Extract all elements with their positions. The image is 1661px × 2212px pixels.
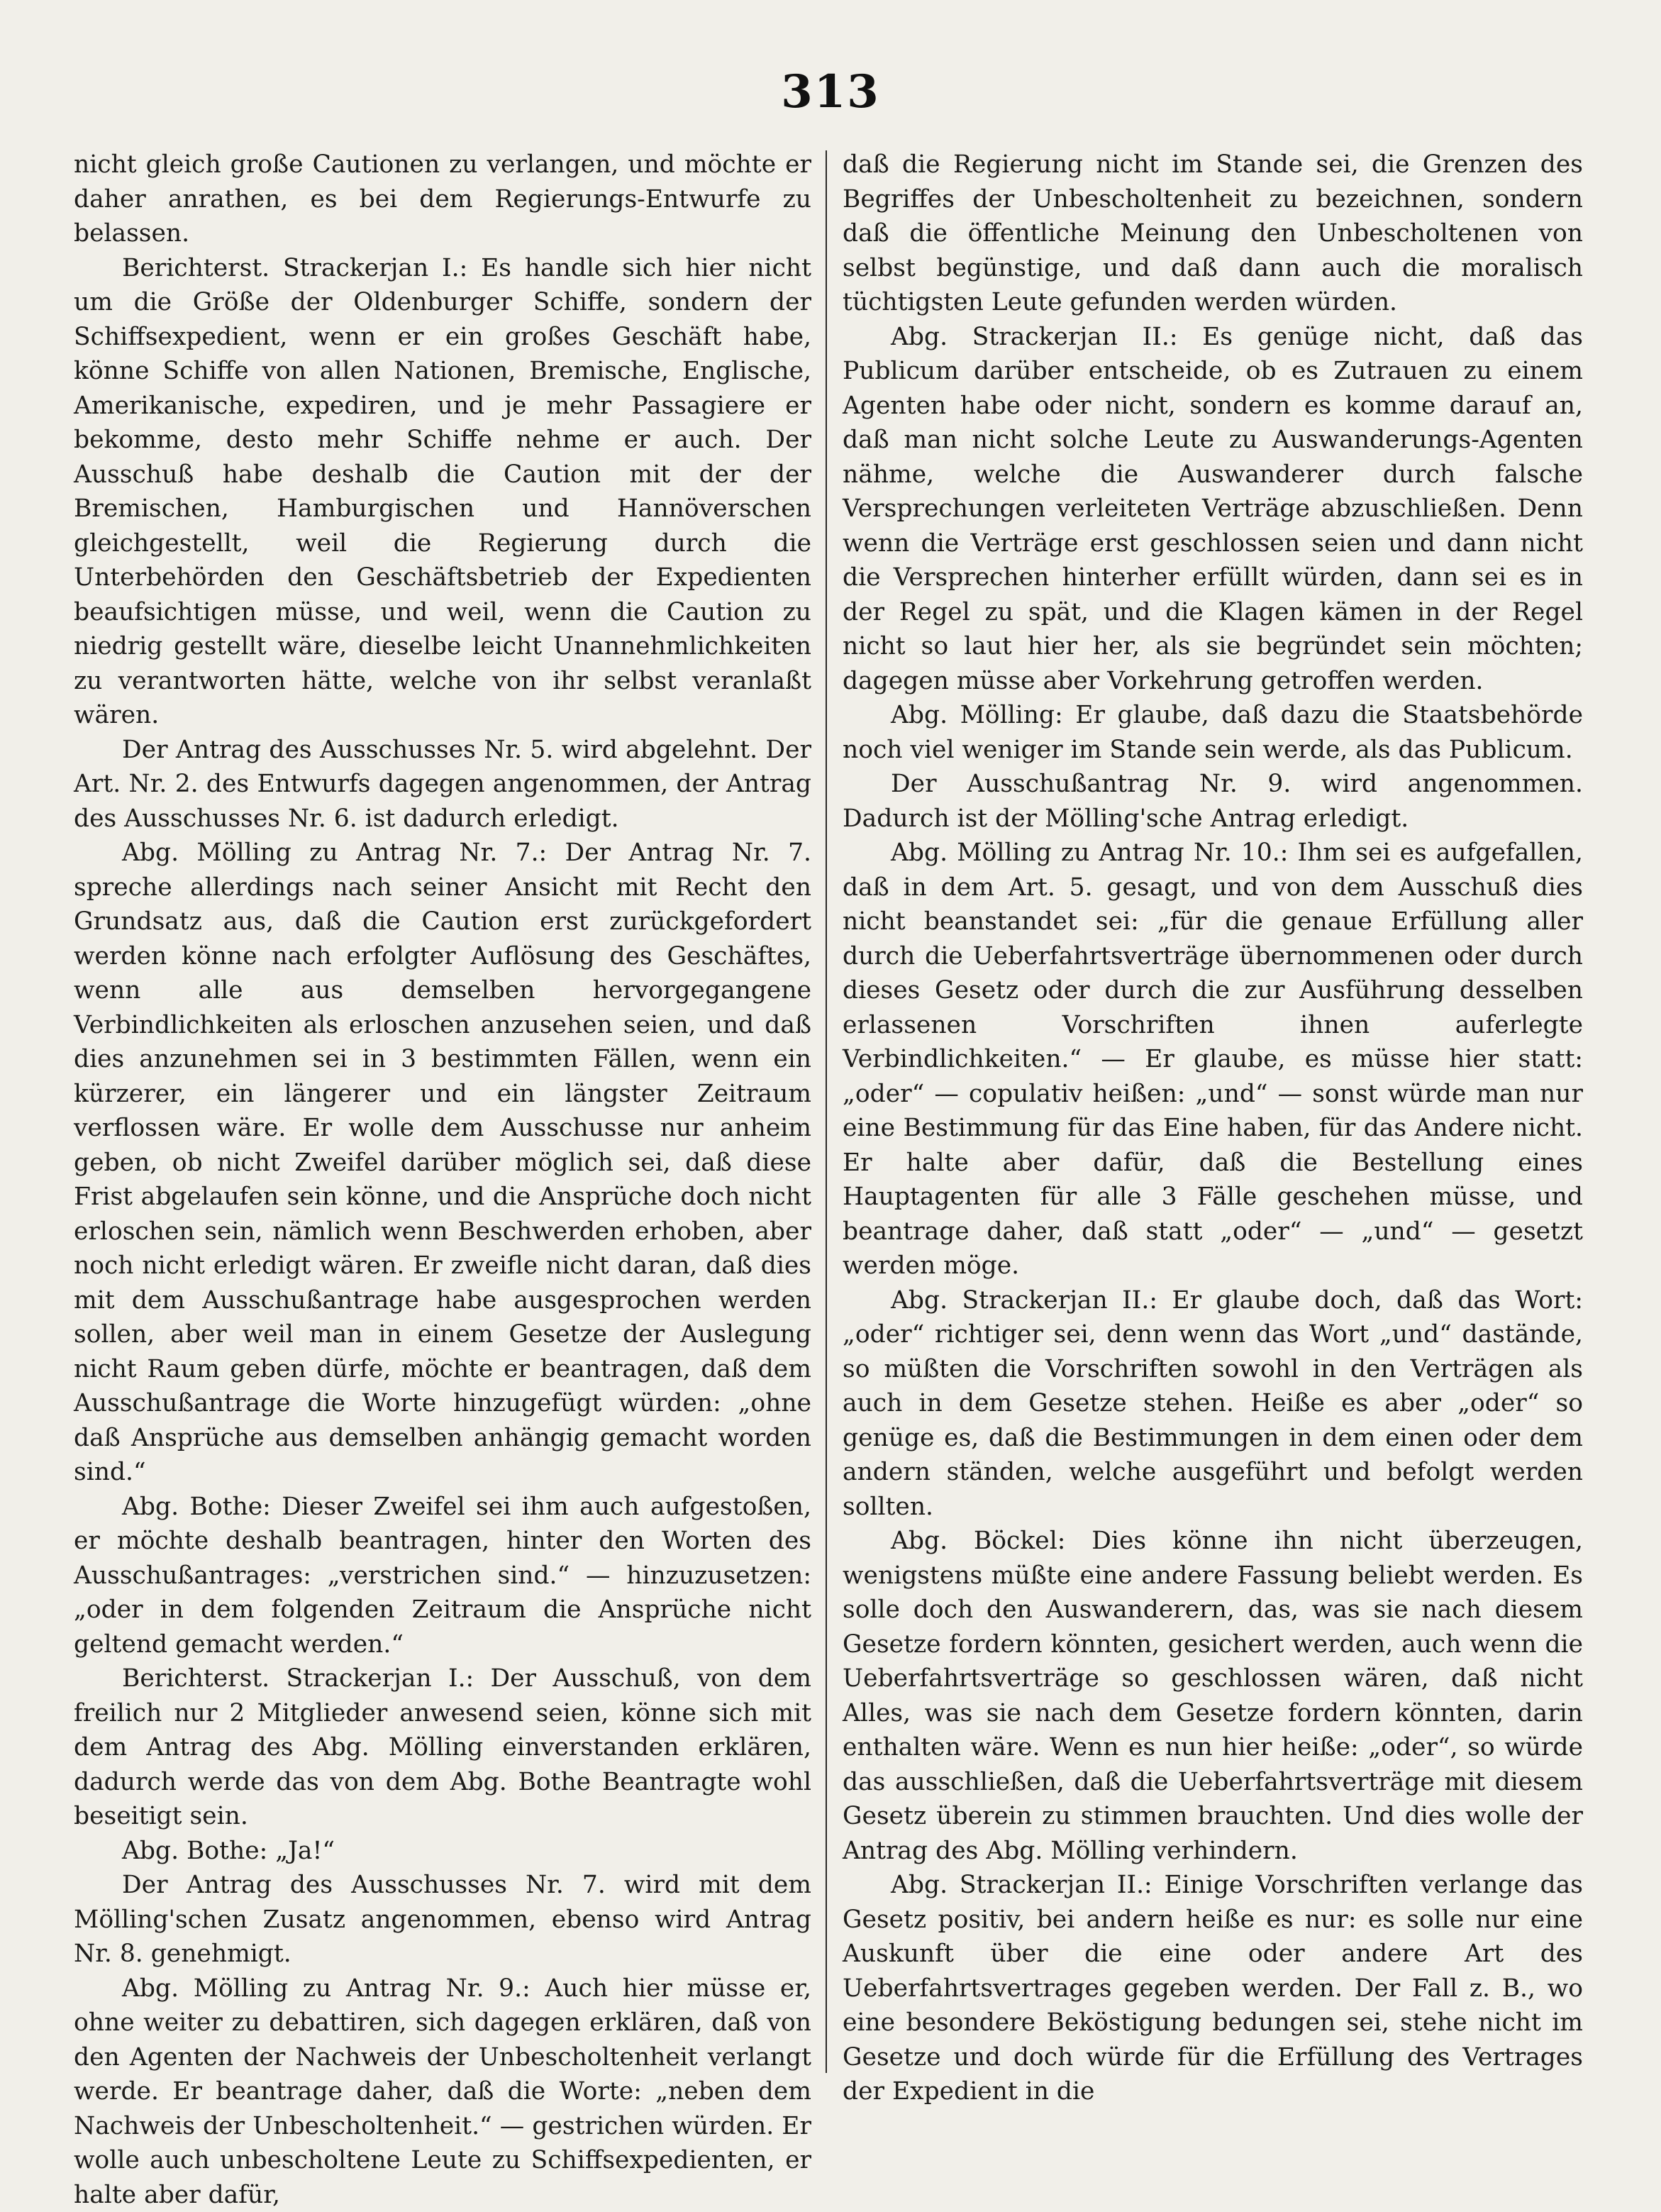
paragraph: Abg. Mölling zu Antrag Nr. 7.: Der Antrag Nr. 7. spreche allerdings nach seiner Ansicht mit Recht den Grundsatz aus, daß die Caution erst zurückgefordert werden könne nach erfolgter Auflösung des Geschäftes, wenn alle aus demselben hervorgegangene Verbindlichkeiten als erloschen anzusehen seien, und daß dies anzunehmen sei in 3 bestimmten Fällen, wenn ein kürzerer, ein längerer und ein längster Zeitraum verflossen wäre. Er wolle dem Ausschusse nur anheim geben, ob nicht Zweifel darüber möglich sei, daß diese Frist abgelaufen sein könne, und die Ansprüche doch nicht erloschen sein, nämlich wenn Beschwerden erhoben, aber noch nicht erledigt wären. Er zweifle nicht daran, daß dies mit dem Ausschußantrage habe ausgesprochen werden sollen, aber weil man in einem Gesetze der Auslegung nicht Raum geben dürfe, möchte er beantragen, daß dem Ausschußantrage die Worte hinzugefügt würden: „ohne daß Ansprüche aus demselben anhängig gemacht worden sind.“	[74, 836, 811, 1490]
paragraph: Der Ausschußantrag Nr. 9. wird angenommen. Dadurch ist der Mölling'sche Antrag erledigt.	[843, 767, 1583, 836]
paragraph: Abg. Mölling: Er glaube, daß dazu die Staatsbehörde noch viel weniger im Stande sein werde, als das Publicum.	[843, 698, 1583, 767]
paragraph: Abg. Mölling zu Antrag Nr. 9.: Auch hier müsse er, ohne weiter zu debattiren, sich dagegen erklären, daß von den Agenten der Nachweis der Unbescholtenheit verlangt werde. Er beantrage daher, daß die Worte: „neben dem Nachweis der Unbescholtenheit.“ — gestrichen würden. Er wolle auch unbescholtene Leute zu Schiffsexpedienten, er halte aber dafür,	[74, 1972, 811, 2212]
paragraph: Abg. Bothe: Dieser Zweifel sei ihm auch aufgestoßen, er möchte deshalb beantragen, hinter den Worten des Ausschußantrages: „verstrichen sind.“ — hinzuzusetzen: „oder in dem folgenden Zeitraum die Ansprüche nicht geltend gemacht werden.“	[74, 1490, 811, 1662]
paragraph: Abg. Strackerjan II.: Es genüge nicht, daß das Publicum darüber entscheide, ob es Zutrauen zu einem Agenten habe oder nicht, sondern es komme darauf an, daß man nicht solche Leute zu Auswanderungs-Agenten nähme, welche die Auswanderer durch falsche Versprechungen verleiteten Verträge abzuschließen. Denn wenn die Verträge erst geschlossen seien und dann nicht die Versprechen hinterher erfüllt würden, dann sei es in der Regel zu spät, und die Klagen kämen in der Regel nicht so laut hier her, als sie begründet sein möchten; dagegen müsse aber Vorkehrung getroffen werden.	[843, 320, 1583, 699]
paragraph: Abg. Mölling zu Antrag Nr. 10.: Ihm sei es aufgefallen, daß in dem Art. 5. gesagt, und von dem Ausschuß dies nicht beanstandet sei: „für die genaue Erfüllung aller durch die Ueberfahrtsverträge übernommenen oder durch dieses Gesetz oder durch die zur Ausführung desselben erlassenen Vorschriften ihnen auferlegte Verbindlichkeiten.“ — Er glaube, es müsse hier statt: „oder“ — copulativ heißen: „und“ — sonst würde man nur eine Bestimmung für das Eine haben, für das Andere nicht. Er halte aber dafür, daß die Bestellung eines Hauptagenten für alle 3 Fälle geschehen müsse, und beantrage daher, daß statt „oder“ — „und“ — gesetzt werden möge.	[843, 836, 1583, 1283]
paragraph: Abg. Böckel: Dies könne ihn nicht überzeugen, wenigstens müßte eine andere Fassung beliebt werden. Es solle doch den Auswanderern, das, was sie nach diesem Gesetze fordern könnten, gesichert werden, auch wenn die Ueberfahrtsverträge so geschlossen wären, daß nicht Alles, was sie nach dem Gesetze fordern könnten, darin enthalten wäre. Wenn es nun hier heiße: „oder“, so würde das ausschließen, daß die Ueberfahrtsverträge mit diesem Gesetz überein zu stimmen brauchten. Und dies wolle der Antrag des Abg. Mölling verhindern.	[843, 1524, 1583, 1868]
paragraph: Abg. Strackerjan II.: Er glaube doch, daß das Wort: „oder“ richtiger sei, denn wenn das Wort „und“ dastände, so müßten die Vorschriften sowohl in den Verträgen als auch in dem Gesetze stehen. Heiße es aber „oder“ so genüge es, daß die Bestimmungen in dem einen oder dem andern ständen, welche ausgeführt und befolgt werden sollten.	[843, 1283, 1583, 1525]
paragraph: Berichterst. Strackerjan I.: Es handle sich hier nicht um die Größe der Oldenburger Schiffe, sondern der Schiffsexpedient, wenn er ein großes Geschäft habe, könne Schiffe von allen Nationen, Bremische, Englische, Amerikanische, expediren, und je mehr Passagiere er bekomme, desto mehr Schiffe nehme er auch. Der Ausschuß habe deshalb die Caution mit der der Bremischen, Hamburgischen und Hannöverschen gleichgestellt, weil die Regierung durch die Unterbehörden den Geschäftsbetrieb der Expedienten beaufsichtigen müsse, und weil, wenn die Caution zu niedrig gestellt wäre, dieselbe leicht Unannehmlichkeiten zu verantworten hätte, welche von ihr selbst veranlaßt wären.	[74, 251, 811, 733]
right-column	[843, 148, 1583, 2109]
paragraph: nicht gleich große Cautionen zu verlangen, und möchte er daher anrathen, es bei dem Regierungs-Entwurfe zu belassen.	[74, 148, 811, 251]
paragraph: Berichterst. Strackerjan I.: Der Ausschuß, von dem freilich nur 2 Mitglieder anwesend seien, könne sich mit dem Antrag des Abg. Mölling einverstanden erklären, dadurch werde das von dem Abg. Bothe Beantragte wohl beseitigt sein.	[74, 1661, 811, 1834]
paragraph: daß die Regierung nicht im Stande sei, die Grenzen des Begriffes der Unbescholtenheit zu bezeichnen, sondern daß die öffentliche Meinung den Unbescholtenen von selbst begünstige, und daß dann auch die moralisch tüchtigsten Leute gefunden werden würden.	[843, 148, 1583, 320]
paragraph: Der Antrag des Ausschusses Nr. 5. wird abgelehnt. Der Art. Nr. 2. des Entwurfs dagegen angenommen, der Antrag des Ausschusses Nr. 6. ist dadurch erledigt.	[74, 733, 811, 836]
left-column	[74, 148, 811, 2212]
page-number: 313	[0, 65, 1661, 118]
paragraph: Der Antrag des Ausschusses Nr. 7. wird mit dem Mölling'schen Zusatz angenommen, ebenso wird Antrag Nr. 8. genehmigt.	[74, 1868, 811, 1972]
paragraph: Abg. Bothe: „Ja!“	[74, 1834, 811, 1869]
column-divider	[826, 150, 827, 2073]
paragraph: Abg. Strackerjan II.: Einige Vorschriften verlange das Gesetz positiv, bei andern heiße es nur: es solle nur eine Auskunft über die eine oder andere Art des Ueberfahrtsvertrages gegeben werden. Der Fall z. B., wo eine besondere Beköstigung bedungen sei, stehe nicht im Gesetze und doch würde für die Erfüllung des Vertrages der Expedient in die	[843, 1868, 1583, 2109]
